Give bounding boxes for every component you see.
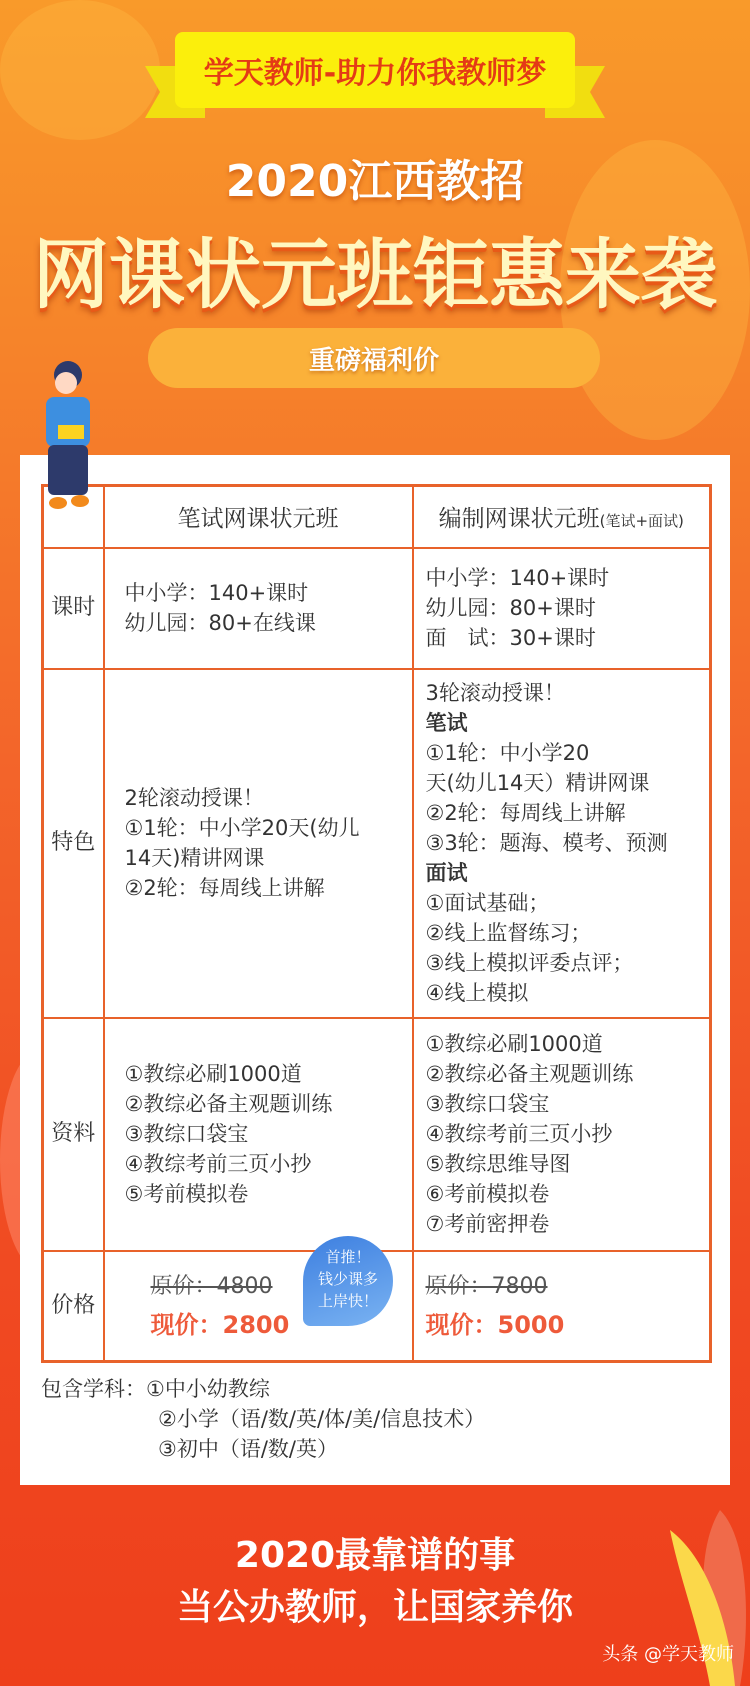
subject-item: ①中小幼教综	[146, 1377, 270, 1401]
course-table	[41, 484, 712, 1363]
cell-line: 面 试：30+课时	[425, 626, 596, 650]
column-title: 编制网课状元班	[438, 506, 600, 533]
cell	[413, 1018, 711, 1251]
column-title: 笔试网课状元班	[177, 506, 339, 533]
badge-line: 上岸快！	[317, 1292, 378, 1310]
cell-line: 天(幼儿14天）精讲网课	[425, 771, 650, 795]
cell-line: ②2轮：每周线上讲解	[425, 801, 626, 825]
footer-line: 2020最靠谱的事	[234, 1535, 516, 1576]
cell-line: ③3轮：题海、模考、预测	[425, 831, 668, 855]
column-header	[413, 486, 711, 548]
current-price: 现价：5000	[425, 1310, 565, 1339]
cell-line: ②线上监督练习；	[425, 921, 592, 945]
subject-item: ③初中（语/数/英）	[158, 1437, 338, 1461]
cell-line: 2轮滚动授课！	[124, 786, 264, 810]
footer-slogan	[0, 1530, 750, 1634]
row-label: 价格	[43, 1251, 104, 1362]
cell-line: ②教综必备主观题训练	[124, 1092, 333, 1116]
cell-line: ①教综必刷1000道	[425, 1032, 603, 1056]
row-label: 特色	[43, 669, 104, 1018]
table-row	[43, 548, 711, 669]
cell-line: ⑤考前模拟卷	[124, 1182, 249, 1206]
cell-line: 幼儿园：80+在线课	[124, 611, 316, 635]
current-price: 现价：2800	[150, 1310, 290, 1339]
cell-line: ③教综口袋宝	[425, 1092, 550, 1116]
subjects-list	[41, 1374, 701, 1464]
cell-line: ④教综考前三页小抄	[425, 1122, 613, 1146]
decor-blob	[0, 0, 160, 140]
cell	[413, 669, 711, 1018]
slogan-banner: 学天教师-助力你我教师梦	[175, 32, 575, 108]
cell	[413, 548, 711, 669]
cell-line: ⑥考前模拟卷	[425, 1182, 550, 1206]
student-illustration-icon	[28, 355, 108, 515]
cell-line: ①1轮：中小学20	[425, 741, 590, 765]
column-header	[104, 486, 413, 548]
cell-line: ③教综口袋宝	[124, 1122, 249, 1146]
cell-line: 3轮滚动授课！	[425, 681, 565, 705]
cell-line: ⑦考前密押卷	[425, 1212, 550, 1236]
cell-line: 中小学：140+课时	[124, 581, 309, 605]
cell	[104, 1018, 413, 1251]
cell-subheading: 面试	[425, 861, 468, 885]
cell-line: 14天)精讲网课	[124, 846, 265, 870]
recommend-badge	[303, 1236, 393, 1326]
badge-line: 钱少课多	[317, 1270, 378, 1288]
watermark: 头条 @学天教师	[602, 1644, 734, 1665]
cell-line: ②2轮：每周线上讲解	[124, 876, 325, 900]
badge-line: 首推！	[325, 1248, 371, 1266]
original-price: 原价：7800	[425, 1273, 548, 1299]
table-row	[43, 1018, 711, 1251]
subject-item: ②小学（语/数/英/体/美/信息技术）	[158, 1407, 486, 1431]
subtitle: 2020江西教招	[225, 156, 525, 207]
subjects-label: 包含学科：	[41, 1377, 146, 1401]
promo-pill: 重磅福利价	[148, 328, 600, 388]
cell-line: ⑤教综思维导图	[425, 1152, 571, 1176]
cell-line: ④教综考前三页小抄	[124, 1152, 312, 1176]
table-header-row	[43, 486, 711, 548]
cell-line: ①1轮：中小学20天(幼儿	[124, 816, 360, 840]
cell-line: ①面试基础；	[425, 891, 550, 915]
cell-line: ①教综必刷1000道	[124, 1062, 302, 1086]
cell-line: ②教综必备主观题训练	[425, 1062, 634, 1086]
cell-line: 幼儿园：80+课时	[425, 596, 596, 620]
cell-line: ④线上模拟	[425, 981, 529, 1005]
cell-line: 中小学：140+课时	[425, 566, 610, 590]
cell	[104, 548, 413, 669]
cell-line: ③线上模拟评委点评；	[425, 951, 634, 975]
original-price: 原价：4800	[150, 1273, 273, 1299]
row-label: 资料	[43, 1018, 104, 1251]
column-note: (笔试+面试)	[599, 512, 684, 531]
cell	[104, 669, 413, 1018]
table-row	[43, 669, 711, 1018]
footer-line: 当公办教师，让国家养你	[176, 1587, 573, 1628]
page-title: 网课状元班钜惠来袭	[33, 230, 717, 319]
price-cell	[413, 1251, 711, 1362]
cell-subheading: 笔试	[425, 711, 468, 735]
row-label: 课时	[43, 548, 104, 669]
